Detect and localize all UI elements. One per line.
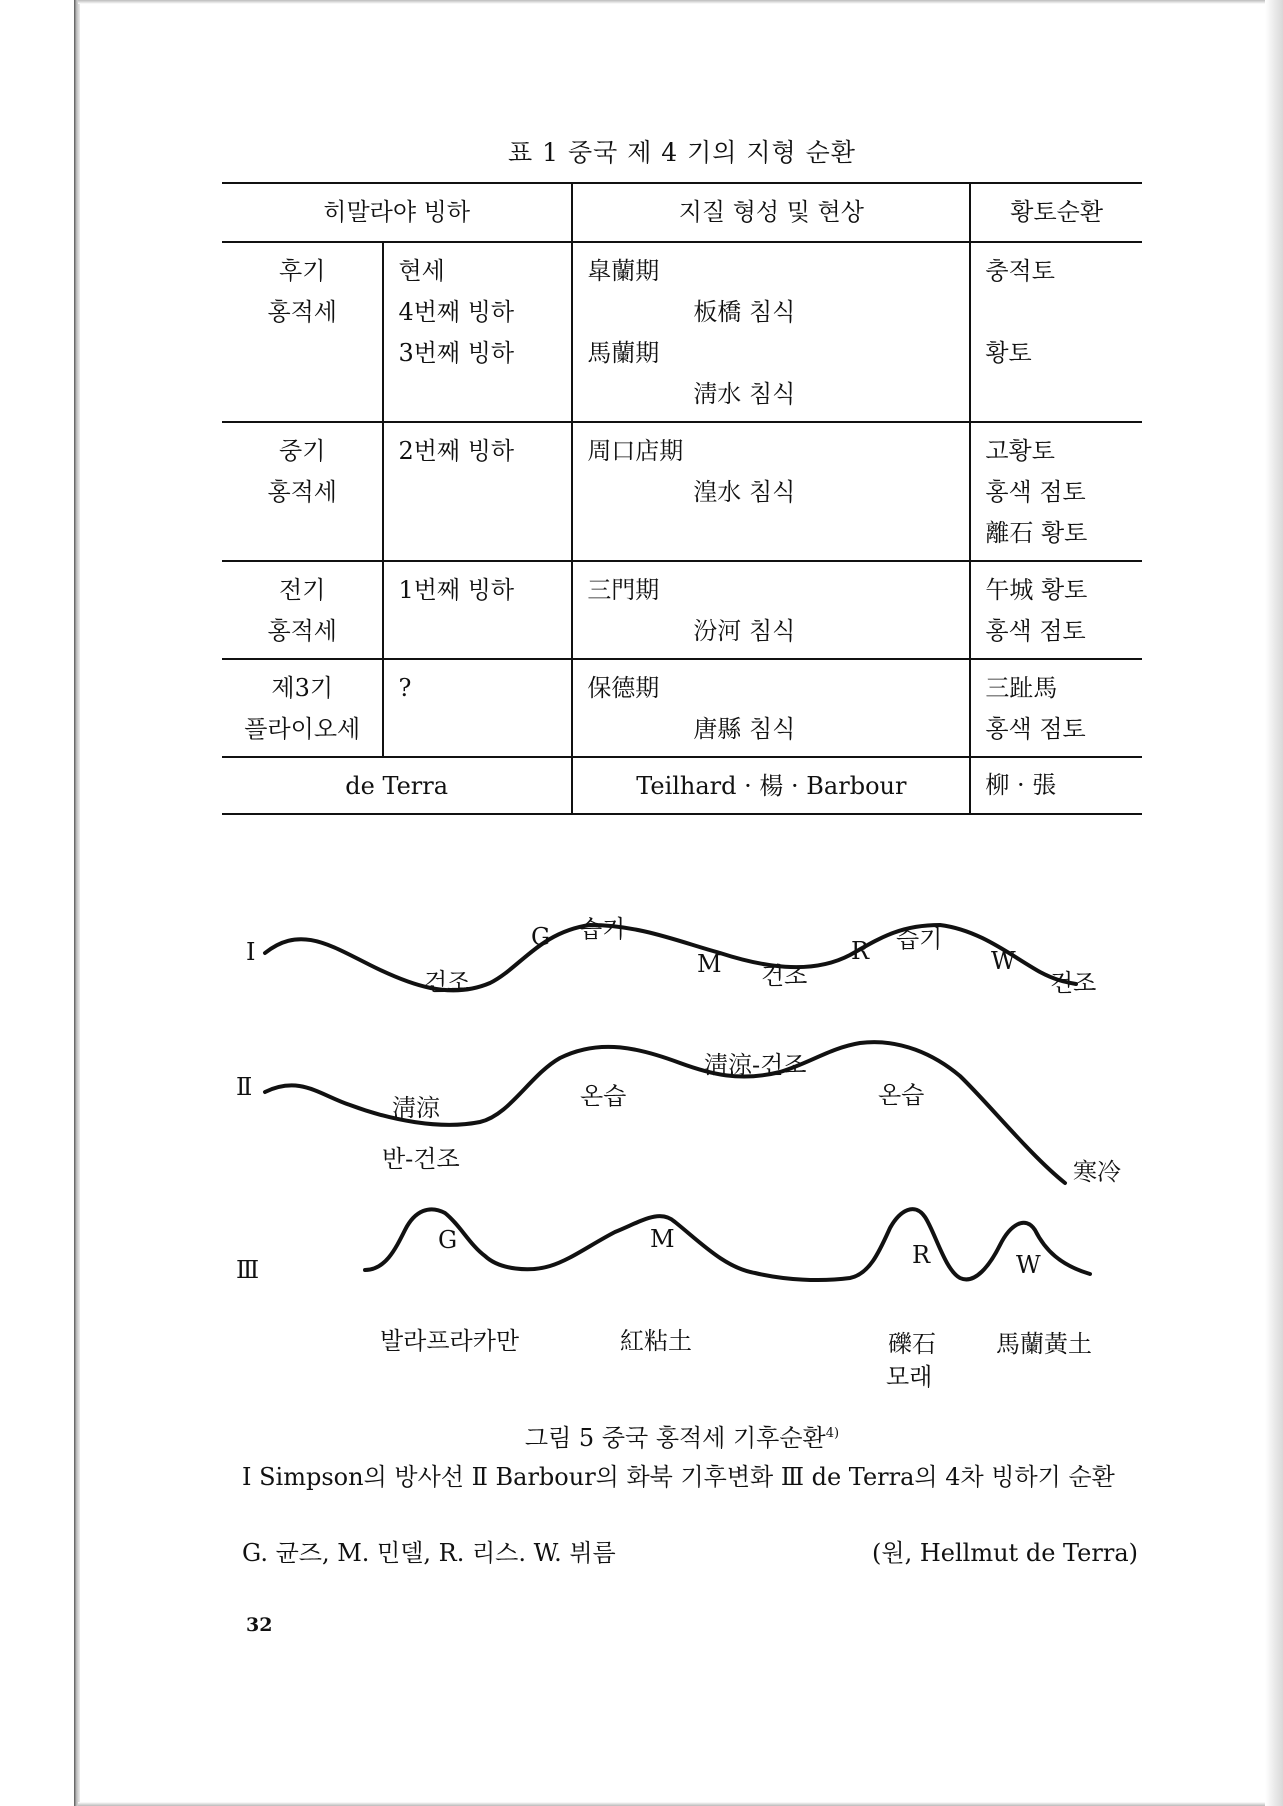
sediment-label: 紅粘土	[620, 1327, 692, 1355]
geology-erosion: 板橋 침식	[693, 298, 796, 326]
table-source-row	[222, 757, 1142, 814]
period-label: 전기	[279, 576, 326, 604]
curve1-label: 습기	[896, 925, 943, 953]
header-himalaya-glacier: 히말라야 빙하	[222, 183, 572, 242]
sediment-label: 모래	[886, 1363, 933, 1391]
sediment-label: 礫石	[888, 1330, 936, 1358]
glacier-item: 3번째 빙하	[398, 339, 515, 367]
loess-item: 三趾馬	[985, 674, 1058, 702]
table-header-row	[222, 183, 1142, 242]
geology-erosion: 湟水 침식	[693, 478, 796, 506]
geology-erosion: 淸水 침식	[693, 380, 796, 408]
period-label: 홍적세	[267, 478, 337, 506]
source-cell: 柳 · 張	[970, 757, 1142, 814]
figure-credit: (원, Hellmut de Terra)	[872, 1539, 1138, 1567]
header-geology: 지질 형성 및 현상	[572, 183, 970, 242]
curve1-label: 건조	[424, 968, 471, 996]
glacier-item: 1번째 빙하	[398, 576, 515, 604]
geology-erosion: 唐縣 침식	[693, 715, 796, 743]
geology-erosion: 汾河 침식	[693, 617, 796, 645]
glacier-cell	[383, 422, 572, 561]
curve3-peak-label: W	[1016, 1251, 1041, 1279]
curve1-label: M	[697, 950, 722, 978]
period-label: 플라이오세	[244, 715, 361, 743]
period-label: 홍적세	[267, 298, 337, 326]
curve-label-ii: Ⅱ	[236, 1073, 253, 1101]
curve1-label: G	[531, 923, 551, 951]
glacier-item: 현세	[398, 257, 445, 285]
loess-cell	[970, 422, 1142, 561]
curve2-label: 반-건조	[382, 1145, 460, 1173]
geology-cell	[572, 561, 970, 659]
sediment-label: 馬蘭黃土	[996, 1330, 1092, 1358]
abbreviation-list: G. 균즈, M. 민델, R. 리스. W. 뷔름	[242, 1539, 616, 1567]
period-label: 후기	[279, 257, 326, 285]
curve-3-deterra	[365, 1209, 1090, 1280]
loess-cell	[970, 561, 1142, 659]
curve2-label: 온습	[878, 1081, 925, 1109]
table-row	[222, 561, 1142, 659]
curve3-peak-label: G	[438, 1226, 458, 1254]
page-bottom-edge	[78, 1802, 1268, 1806]
glacier-cell	[383, 561, 572, 659]
geology-cell	[572, 659, 970, 757]
geology-period: 三門期	[587, 576, 660, 604]
curve1-label: 건조	[1050, 969, 1097, 997]
figure-note: Ⅰ Simpson의 방사선 Ⅱ Barbour의 화북 기후변화 Ⅲ de Terra의 4차 빙하기 순환	[242, 1463, 1115, 1491]
figure-caption-text: 그림 5 중국 홍적세 기후순환	[524, 1424, 826, 1452]
quaternary-cycle-table	[222, 182, 1142, 815]
header-loess-cycle: 황토순환	[970, 183, 1142, 242]
geology-cell	[572, 422, 970, 561]
curve3-peak-label: R	[912, 1241, 931, 1269]
geology-cell	[572, 242, 970, 422]
glacier-item: 4번째 빙하	[398, 298, 515, 326]
loess-cell	[970, 242, 1142, 422]
glacier-item: ?	[398, 674, 412, 702]
loess-item: 홍색 점토	[985, 715, 1086, 743]
loess-item: 고황토	[985, 437, 1055, 465]
loess-item: 홍색 점토	[985, 478, 1086, 506]
curve2-label: 寒冷	[1073, 1158, 1121, 1186]
sediment-label: 발라프라카만	[380, 1327, 520, 1355]
period-cell	[222, 561, 383, 659]
figure-caption	[222, 1418, 1142, 1453]
curve1-label: R	[851, 937, 870, 965]
figure-abbreviations	[242, 1534, 1142, 1572]
glacier-cell	[383, 242, 572, 422]
loess-item: 홍색 점토	[985, 617, 1086, 645]
curve1-label: 습기	[579, 915, 626, 943]
loess-item: 충적토	[985, 257, 1055, 285]
source-cell: de Terra	[222, 757, 572, 814]
loess-item: 午城 황토	[985, 576, 1088, 604]
geology-period: 周口店期	[587, 437, 684, 465]
period-cell	[222, 659, 383, 757]
loess-item: 황토	[985, 339, 1032, 367]
table-row	[222, 659, 1142, 757]
glacier-item: 2번째 빙하	[398, 437, 515, 465]
loess-item: 離石 황토	[985, 519, 1088, 547]
geology-period: 皐蘭期	[587, 257, 660, 285]
figure-caption-ref: 4)	[825, 1426, 840, 1441]
curve1-label: W	[991, 947, 1016, 975]
curve1-label: 건조	[761, 962, 808, 990]
page-number: 32	[246, 1614, 273, 1636]
curve-label-i: Ⅰ	[246, 938, 256, 966]
period-label: 홍적세	[267, 617, 337, 645]
page-top-edge	[78, 0, 1268, 4]
curve-label-iii: Ⅲ	[236, 1256, 260, 1284]
curve2-label: 淸涼-건조	[704, 1051, 807, 1079]
source-cell: Teilhard · 楊 · Barbour	[572, 757, 970, 814]
loess-cell	[970, 659, 1142, 757]
table-row	[222, 422, 1142, 561]
period-label: 제3기	[271, 674, 334, 702]
period-label: 중기	[279, 437, 326, 465]
period-cell	[222, 242, 383, 422]
climate-cycle-figure	[0, 880, 1283, 1400]
geology-period: 保德期	[587, 674, 660, 702]
geology-period: 馬蘭期	[587, 339, 660, 367]
curve2-label: 淸涼	[392, 1094, 440, 1122]
glacier-cell	[383, 659, 572, 757]
curve-1-simpson	[265, 925, 1076, 990]
curve2-label: 온습	[580, 1082, 627, 1110]
table-row	[222, 242, 1142, 422]
curve3-peak-label: M	[650, 1225, 675, 1253]
table-title: 표 1 중국 제 4 기의 지형 순환	[508, 138, 856, 167]
period-cell	[222, 422, 383, 561]
